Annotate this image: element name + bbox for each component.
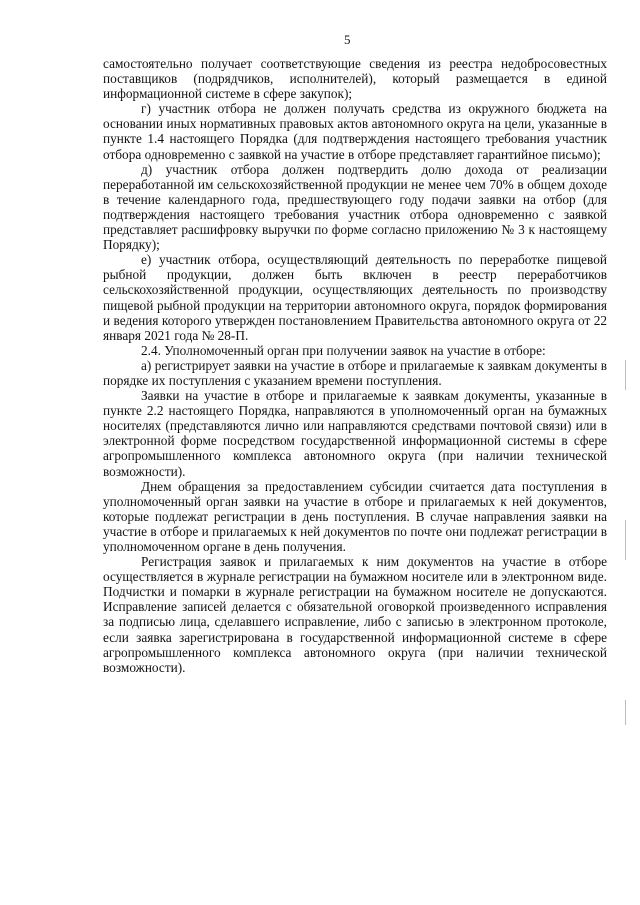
paragraph-3: д) участник отбора должен подтвердить долю дохода от реализации переработанной им сельскохозяйственной продукции не менее чем 70% в общем доходе в течение календарного года, предшествующего году подачи заявки на отбор (для подтверждения настоящего требования участник отбора одновременно с заявкой представляет расшифровку выручки по форме согласно приложению № 3 к настоящему Порядку); [103,161,607,253]
scan-edge-mark [625,360,626,390]
body-text [103,56,607,675]
paragraph-9: Регистрация заявок и прилагаемых к ним документов на участие в отборе осуществляется в журнале регистрации на бумажном носителе или в электронном виде. Подчистки и помарки в журнале регистрации на бумажном носителе не допускаются. Исправление записей делается с обязательной оговоркой произведенного исправления за подписью лица, сделавшего исправление, либо с записью в электронном протоколе, если заявка зарегистрирована в государственной информационной системе в сфере агропромышленного комплекса автономного округа (при наличии технической возможности). [103,554,607,675]
paragraph-2: г) участник отбора не должен получать средства из окружного бюджета на основании иных нормативных правовых актов автономного округа на цели, указанные в пункте 1.4 настоящего Порядка (для подтверждения настоящего требования участник отбора одновременно с заявкой на участие в отборе представляет гарантийное письмо); [103,101,607,162]
paragraph-5: 2.4. Уполномоченный орган при получении заявок на участие в отборе: [141,342,546,358]
paragraph-6: а) регистрирует заявки на участие в отборе и прилагаемые к заявкам документы в порядке их поступления с указанием времени поступления. [103,357,607,388]
paragraph-4: е) участник отбора, осуществляющий деятельность по переработке пищевой рыбной продукции, должен быть включен в реестр переработчиков сельскохозяйственной продукции, осуществляющих деятельность по производству пищевой рыбной продукции на территории автономного округа, порядок формирования и ведения которого утвержден постановлением Правительства автономного округа от 22 января 2021 года № 28-П. [103,252,607,343]
scan-edge-mark [625,520,626,560]
paragraph-8: Днем обращения за предоставлением субсидии считается дата поступления в уполномоченный орган заявки на участие в отборе и прилагаемых к ней документов, которые подлежат регистрации в день поступления. В случае направления заявки на участие в отборе и прилагаемых к ней документов по почте они подлежат регистрации в уполномоченном органе в день получения. [103,478,607,554]
paragraph-1: самостоятельно получает соответствующие сведения из реестра недобросовестных поставщиков (подрядчиков, исполнителей), который размещается в единой информационной системе в сфере закупок); [103,56,607,102]
page-number: 5 [344,32,351,47]
paragraph-7: Заявки на участие в отборе и прилагаемые к заявкам документы, указанные в пункте 2.2 настоящего Порядка, направляются в уполномоченный орган на бумажных носителях (представляются лично или направляются средствами почтовой связи) или в электронной форме посредством государственной информационной системы в сфере агропромышленного комплекса автономного округа (при наличии технической возможности). [103,388,607,479]
scan-edge-mark [625,700,626,725]
